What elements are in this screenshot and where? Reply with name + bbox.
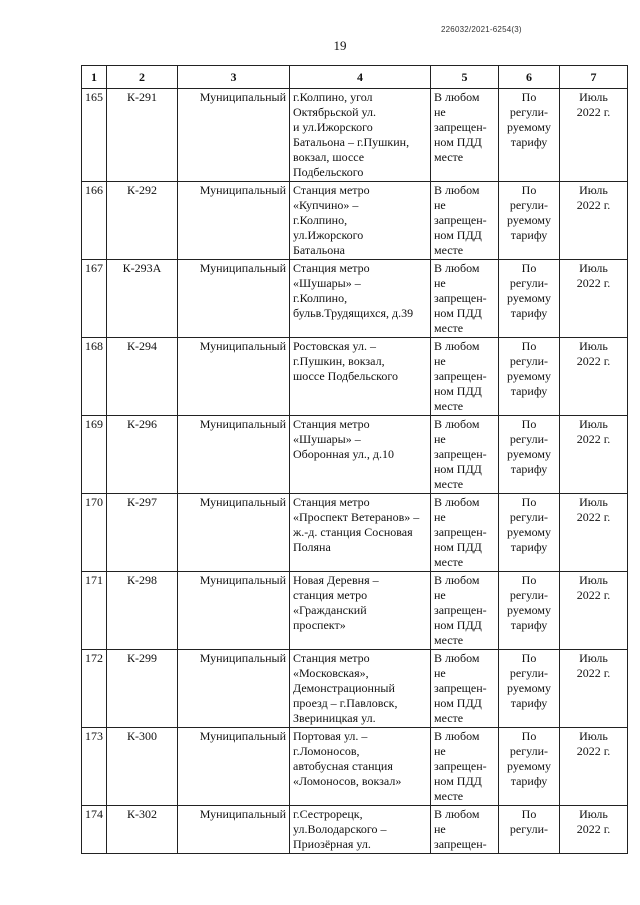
route-description: Новая Деревня – станция метро «Гражданский проспект»: [290, 572, 431, 650]
column-header: 7: [560, 66, 628, 89]
table-row: [82, 416, 628, 494]
route-code: К-293А: [107, 260, 178, 338]
route-code: К-300: [107, 728, 178, 806]
boarding-rule: В любом не запрещен- ном ПДД месте: [431, 182, 499, 260]
route-type: Муниципальный: [178, 338, 290, 416]
row-number: 166: [82, 182, 107, 260]
row-number: 170: [82, 494, 107, 572]
row-number: 169: [82, 416, 107, 494]
route-description: Станция метро «Купчино» – г.Колпино, ул.Ижорского Батальона: [290, 182, 431, 260]
route-type: Муниципальный: [178, 806, 290, 854]
route-code: К-299: [107, 650, 178, 728]
route-code: К-291: [107, 89, 178, 182]
start-date: Июль 2022 г.: [560, 494, 628, 572]
route-description: Станция метро «Проспект Ветеранов» – ж.-д. станция Сосновая Поляна: [290, 494, 431, 572]
route-type: Муниципальный: [178, 494, 290, 572]
table-row: [82, 89, 628, 182]
route-type: Муниципальный: [178, 728, 290, 806]
tariff-type: По регули- руемому тарифу: [499, 260, 560, 338]
row-number: 173: [82, 728, 107, 806]
route-type: Муниципальный: [178, 260, 290, 338]
route-type: Муниципальный: [178, 89, 290, 182]
row-number: 168: [82, 338, 107, 416]
start-date: Июль 2022 г.: [560, 650, 628, 728]
route-description: Портовая ул. – г.Ломоносов, автобусная станция «Ломоносов, вокзал»: [290, 728, 431, 806]
boarding-rule: В любом не запрещен- ном ПДД месте: [431, 338, 499, 416]
start-date: Июль 2022 г.: [560, 260, 628, 338]
table-row: [82, 494, 628, 572]
boarding-rule: В любом не запрещен- ном ПДД месте: [431, 416, 499, 494]
row-number: 172: [82, 650, 107, 728]
route-description: Ростовская ул. – г.Пушкин, вокзал, шоссе Подбельского: [290, 338, 431, 416]
route-code: К-296: [107, 416, 178, 494]
row-number: 174: [82, 806, 107, 854]
column-header: 2: [107, 66, 178, 89]
boarding-rule: В любом не запрещен-: [431, 806, 499, 854]
column-header: 6: [499, 66, 560, 89]
route-description: г.Колпино, угол Октябрьской ул. и ул.Ижорского Батальона – г.Пушкин, вокзал, шоссе Подбельского: [290, 89, 431, 182]
route-code: К-298: [107, 572, 178, 650]
start-date: Июль 2022 г.: [560, 338, 628, 416]
route-description: г.Сестрорецк, ул.Володарского – Приозёрная ул.: [290, 806, 431, 854]
header-row: [82, 66, 628, 89]
start-date: Июль 2022 г.: [560, 728, 628, 806]
table-row: [82, 182, 628, 260]
route-code: К-294: [107, 338, 178, 416]
boarding-rule: В любом не запрещен- ном ПДД месте: [431, 89, 499, 182]
column-header: 4: [290, 66, 431, 89]
tariff-type: По регули- руемому тарифу: [499, 728, 560, 806]
route-type: Муниципальный: [178, 416, 290, 494]
boarding-rule: В любом не запрещен- ном ПДД месте: [431, 572, 499, 650]
document-id: 226032/2021-6254(3): [441, 25, 522, 34]
boarding-rule: В любом не запрещен- ном ПДД месте: [431, 494, 499, 572]
boarding-rule: В любом не запрещен- ном ПДД месте: [431, 728, 499, 806]
table-row: [82, 806, 628, 854]
route-type: Муниципальный: [178, 572, 290, 650]
boarding-rule: В любом не запрещен- ном ПДД месте: [431, 260, 499, 338]
route-type: Муниципальный: [178, 182, 290, 260]
table-row: [82, 728, 628, 806]
route-description: Станция метро «Шушары» – Оборонная ул., д.10: [290, 416, 431, 494]
table-row: [82, 260, 628, 338]
start-date: Июль 2022 г.: [560, 416, 628, 494]
tariff-type: По регули- руемому тарифу: [499, 182, 560, 260]
route-description: Станция метро «Шушары» – г.Колпино, бульв.Трудящихся, д.39: [290, 260, 431, 338]
row-number: 165: [82, 89, 107, 182]
tariff-type: По регули- руемому тарифу: [499, 650, 560, 728]
table-row: [82, 338, 628, 416]
route-type: Муниципальный: [178, 650, 290, 728]
route-description: Станция метро «Московская», Демонстрационный проезд – г.Павловск, Звериницкая ул.: [290, 650, 431, 728]
tariff-type: По регули- руемому тарифу: [499, 89, 560, 182]
start-date: Июль 2022 г.: [560, 572, 628, 650]
row-number: 171: [82, 572, 107, 650]
start-date: Июль 2022 г.: [560, 182, 628, 260]
tariff-type: По регули- руемому тарифу: [499, 572, 560, 650]
column-header: 3: [178, 66, 290, 89]
route-registry-table: [81, 65, 628, 854]
row-number: 167: [82, 260, 107, 338]
tariff-type: По регули- руемому тарифу: [499, 416, 560, 494]
boarding-rule: В любом не запрещен- ном ПДД месте: [431, 650, 499, 728]
table-row: [82, 650, 628, 728]
route-code: К-292: [107, 182, 178, 260]
page-number: 19: [333, 38, 347, 53]
route-code: К-302: [107, 806, 178, 854]
start-date: Июль 2022 г.: [560, 89, 628, 182]
start-date: Июль 2022 г.: [560, 806, 628, 854]
route-code: К-297: [107, 494, 178, 572]
table-row: [82, 572, 628, 650]
column-header: 5: [431, 66, 499, 89]
tariff-type: По регули- руемому тарифу: [499, 338, 560, 416]
tariff-type: По регули- руемому тарифу: [499, 494, 560, 572]
tariff-type: По регули-: [499, 806, 560, 854]
column-header: 1: [82, 66, 107, 89]
